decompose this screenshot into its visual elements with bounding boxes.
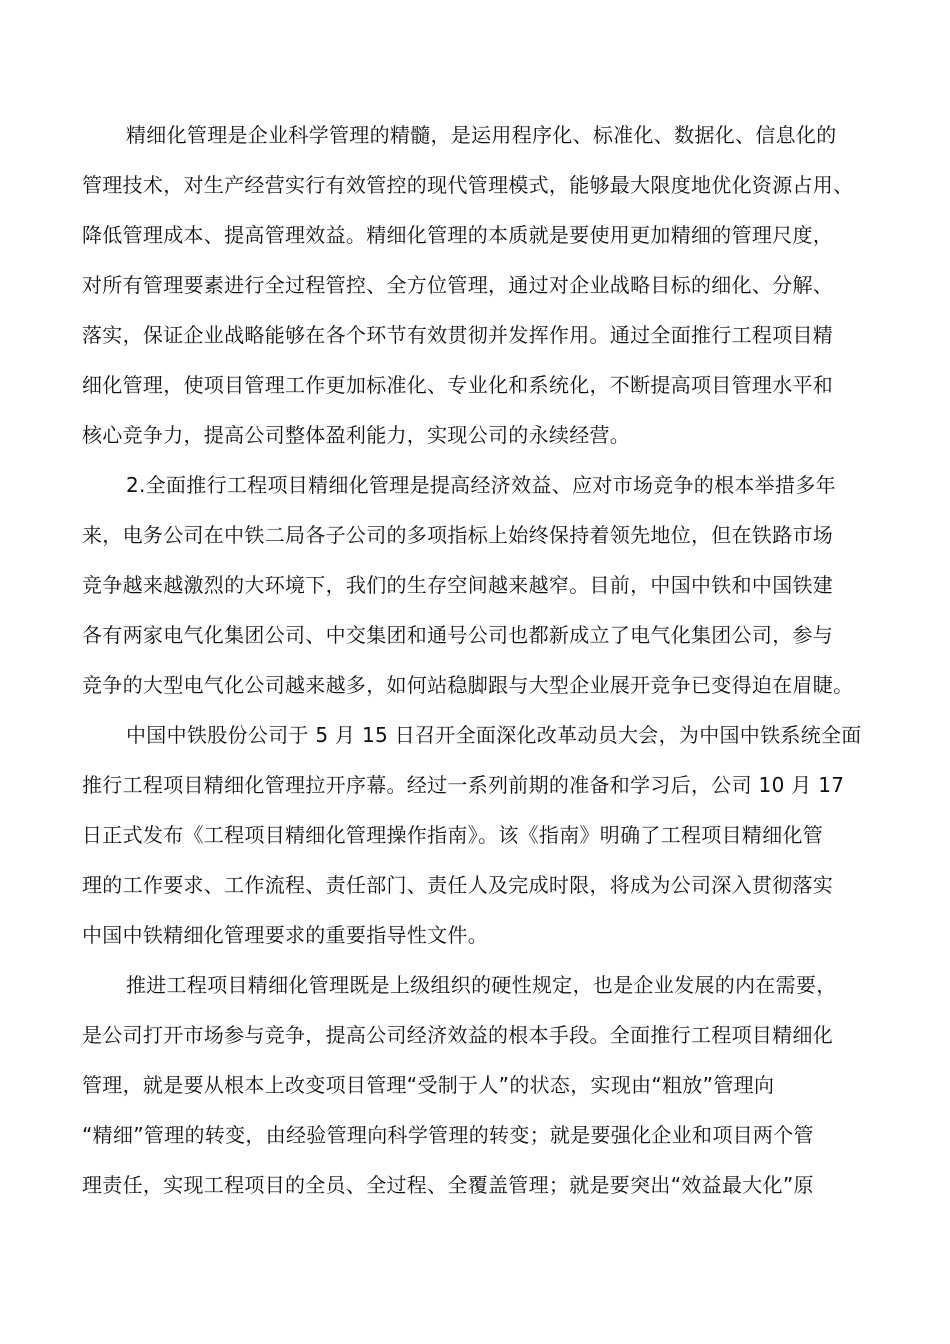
paragraph-2-line-2: 来，电务公司在中铁二局各子公司的多项指标上始终保持着领先地位，但在铁路市场 bbox=[82, 523, 834, 547]
paragraph-1-line-2: 管理技术，对生产经营实行有效管控的现代管理模式，能够最大限度地优化资源占用、 bbox=[82, 173, 854, 197]
paragraph-1-line-3: 降低管理成本、提高管理效益。精细化管理的本质就是要使用更加精细的管理尺度， bbox=[82, 223, 834, 247]
paragraph-2-line-4: 各有两家电气化集团公司、中交集团和通号公司也都新成立了电气化集团公司，参与 bbox=[82, 623, 834, 647]
paragraph-1-line-5: 落实，保证企业战略能够在各个环节有效贯彻并发挥作用。通过全面推行工程项目精 bbox=[82, 323, 834, 347]
paragraph-4-line-1: 推进工程项目精细化管理既是上级组织的硬性规定，也是企业发展的内在需要， bbox=[126, 973, 837, 997]
paragraph-2-line-3: 竞争越来越激烈的大环境下，我们的生存空间越来越窄。目前，中国中铁和中国铁建 bbox=[82, 573, 834, 597]
paragraph-1-line-7: 核心竞争力，提高公司整体盈利能力，实现公司的永续经营。 bbox=[82, 423, 631, 447]
paragraph-4-line-4: “精细”管理的转变，由经验管理向科学管理的转变；就是要强化企业和项目两个管 bbox=[82, 1123, 814, 1147]
paragraph-3-line-5: 中国中铁精细化管理要求的重要指导性文件。 bbox=[82, 923, 488, 947]
paragraph-4-line-3: 管理，就是要从根本上改变项目管理“受制于人”的状态，实现由“粗放”管理向 bbox=[82, 1073, 775, 1097]
paragraph-4-line-5: 理责任，实现工程项目的全员、全过程、全覆盖管理；就是要突出“效益最大化”原 bbox=[82, 1173, 814, 1197]
paragraph-1-line-6: 细化管理，使项目管理工作更加标准化、专业化和系统化，不断提高项目管理水平和 bbox=[82, 373, 834, 397]
paragraph-4-line-2: 是公司打开市场参与竞争，提高公司经济效益的根本手段。全面推行工程项目精细化 bbox=[82, 1023, 834, 1047]
paragraph-3-line-3: 日正式发布《工程项目精细化管理操作指南》。该《指南》明确了工程项目精细化管 bbox=[82, 823, 824, 847]
paragraph-3-line-1: 中国中铁股份公司于 5 月 15 日召开全面深化改革动员大会，为中国中铁系统全面 bbox=[126, 723, 862, 747]
paragraph-3-line-2: 推行工程项目精细化管理拉开序幕。经过一系列前期的准备和学习后，公司 10 月 17 bbox=[82, 773, 845, 797]
paragraph-1-line-1: 精细化管理是企业科学管理的精髓，是运用程序化、标准化、数据化、信息化的 bbox=[126, 123, 837, 147]
paragraph-1-line-4: 对所有管理要素进行全过程管控、全方位管理，通过对企业战略目标的细化、分解、 bbox=[82, 273, 834, 297]
paragraph-2-line-5: 竞争的大型电气化公司越来越多，如何站稳脚跟与大型企业展开竞争已变得迫在眉睫。 bbox=[82, 673, 854, 697]
paragraph-3-line-4: 理的工作要求、工作流程、责任部门、责任人及完成时限，将成为公司深入贯彻落实 bbox=[82, 873, 834, 897]
paragraph-2-line-1: 2.全面推行工程项目精细化管理是提高经济效益、应对市场竞争的根本举措多年 bbox=[126, 473, 836, 497]
